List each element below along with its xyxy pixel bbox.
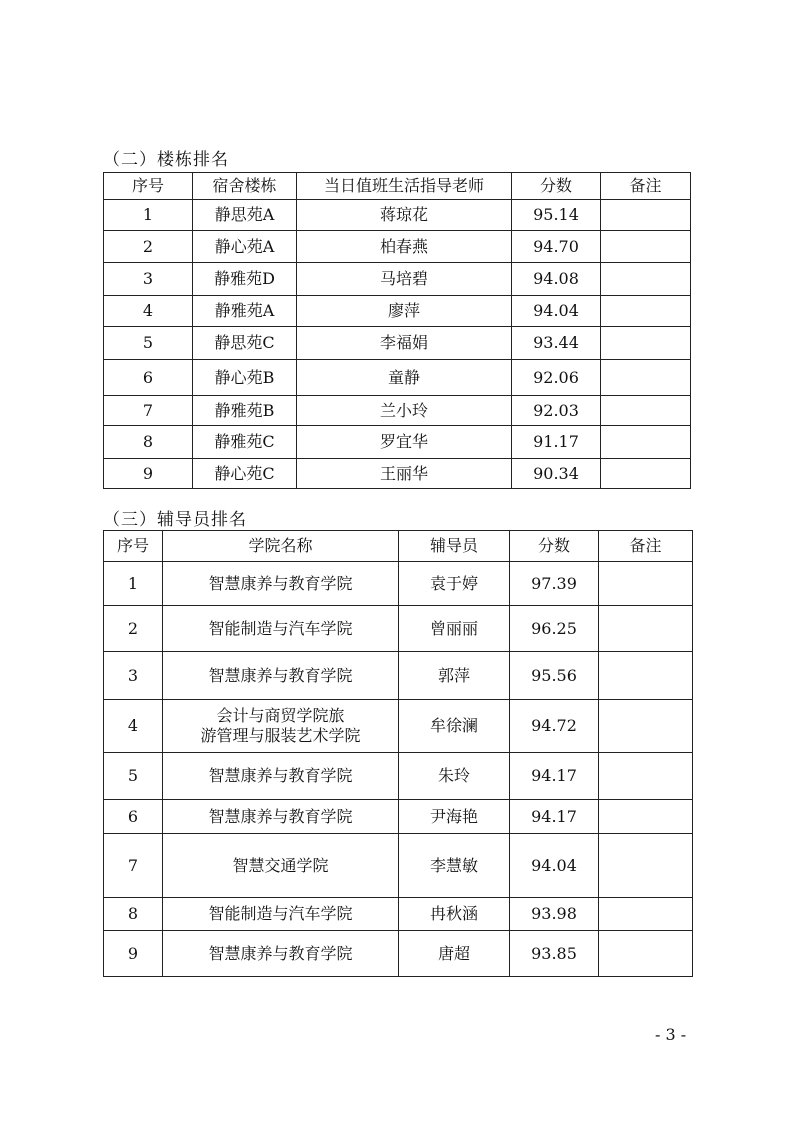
table-header-row [104,173,691,200]
table-cell: 9 [104,931,163,977]
table-cell: 会计与商贸学院旅 游管理与服装艺术学院 [163,700,399,753]
table-cell: 2 [104,606,163,652]
table-cell: 94.17 [510,800,599,834]
table-cell: 94.72 [510,700,599,753]
column-header: 备注 [601,173,691,200]
table-row [104,562,693,606]
table-cell: 智慧康养与教育学院 [163,652,399,700]
table-cell: 92.06 [512,360,601,396]
table-cell [599,898,693,931]
table-cell [601,263,691,296]
table-cell: 牟徐澜 [399,700,510,753]
table-cell: 97.39 [510,562,599,606]
table-cell: 4 [104,296,193,327]
table-cell [599,652,693,700]
table-cell: 93.85 [510,931,599,977]
table-cell: 4 [104,700,163,753]
table-cell: 95.56 [510,652,599,700]
table-cell: 曾丽丽 [399,606,510,652]
table-cell: 3 [104,652,163,700]
table-cell: 8 [104,898,163,931]
table-cell [601,426,691,459]
table-cell: 李福娟 [297,327,512,360]
table-cell [601,360,691,396]
table-cell: 尹海艳 [399,800,510,834]
table-row [104,263,691,296]
table-cell: 7 [104,834,163,898]
table-row [104,800,693,834]
table-row [104,606,693,652]
table-cell: 静雅苑D [193,263,297,296]
table-cell [601,327,691,360]
table-row [104,834,693,898]
column-header: 宿舍楼栋 [193,173,297,200]
table-row [104,396,691,426]
section2-title: （二）楼栋排名 [103,150,229,170]
column-header: 学院名称 [163,531,399,562]
table-cell: 兰小玲 [297,396,512,426]
table-cell: 7 [104,396,193,426]
table-cell: 智慧康养与教育学院 [163,562,399,606]
table-cell [601,296,691,327]
table-row [104,231,691,263]
table-row [104,753,693,800]
column-header: 当日值班生活指导老师 [297,173,512,200]
table-cell: 李慧敏 [399,834,510,898]
table-cell: 唐超 [399,931,510,977]
table-cell: 智慧交通学院 [163,834,399,898]
table-cell: 静思苑A [193,200,297,231]
table-cell: 智慧康养与教育学院 [163,753,399,800]
table-cell: 静雅苑C [193,426,297,459]
table-cell: 1 [104,562,163,606]
table-header-row [104,531,693,562]
table-cell: 92.03 [512,396,601,426]
table-cell: 静心苑B [193,360,297,396]
table-cell: 智能制造与汽车学院 [163,898,399,931]
table-cell: 3 [104,263,193,296]
column-header: 分数 [512,173,601,200]
table-cell: 94.17 [510,753,599,800]
table-row [104,898,693,931]
table-cell: 91.17 [512,426,601,459]
column-header: 序号 [104,173,193,200]
table-cell: 5 [104,753,163,800]
table-cell: 6 [104,360,193,396]
counselor-ranking-table [103,530,693,977]
table-cell: 智能制造与汽车学院 [163,606,399,652]
table-cell: 90.34 [512,459,601,489]
table-cell: 94.08 [512,263,601,296]
table-cell: 朱玲 [399,753,510,800]
table-cell: 94.70 [512,231,601,263]
table-cell: 95.14 [512,200,601,231]
table-cell: 童静 [297,360,512,396]
table-row [104,459,691,489]
table-cell [601,200,691,231]
table-cell: 郭萍 [399,652,510,700]
table-row [104,296,691,327]
column-header: 分数 [510,531,599,562]
table-cell: 静心苑A [193,231,297,263]
table-row [104,700,693,753]
table-cell: 王丽华 [297,459,512,489]
table-cell [599,700,693,753]
page-number: - 3 - [655,1025,687,1044]
table-cell: 柏春燕 [297,231,512,263]
table-cell: 93.44 [512,327,601,360]
table-row [104,652,693,700]
table-cell: 冉秋涵 [399,898,510,931]
table-cell: 9 [104,459,193,489]
table-cell: 8 [104,426,193,459]
table-cell: 静思苑C [193,327,297,360]
table-cell [599,606,693,652]
section3-title: （三）辅导员排名 [103,510,247,530]
table-row [104,360,691,396]
table-cell [601,459,691,489]
table-cell: 5 [104,327,193,360]
table-cell [601,396,691,426]
table-cell: 罗宜华 [297,426,512,459]
table-cell: 94.04 [510,834,599,898]
table-cell: 94.04 [512,296,601,327]
table-cell: 智慧康养与教育学院 [163,800,399,834]
table-row [104,327,691,360]
table-cell: 静心苑C [193,459,297,489]
table-cell [599,834,693,898]
table-cell: 6 [104,800,163,834]
table-row [104,200,691,231]
table-cell: 蒋琼花 [297,200,512,231]
column-header: 备注 [599,531,693,562]
table-cell: 廖萍 [297,296,512,327]
table-cell: 93.98 [510,898,599,931]
building-ranking-table [103,172,691,489]
table-cell [599,800,693,834]
table-row [104,426,691,459]
table-cell [599,753,693,800]
column-header: 序号 [104,531,163,562]
table-cell: 马培碧 [297,263,512,296]
table-cell: 智慧康养与教育学院 [163,931,399,977]
table-row [104,931,693,977]
table-cell: 1 [104,200,193,231]
table-cell: 2 [104,231,193,263]
table-cell [599,931,693,977]
table-cell: 袁于婷 [399,562,510,606]
column-header: 辅导员 [399,531,510,562]
table-cell: 静雅苑A [193,296,297,327]
table-cell: 静雅苑B [193,396,297,426]
table-cell [599,562,693,606]
table-cell: 96.25 [510,606,599,652]
table-cell [601,231,691,263]
